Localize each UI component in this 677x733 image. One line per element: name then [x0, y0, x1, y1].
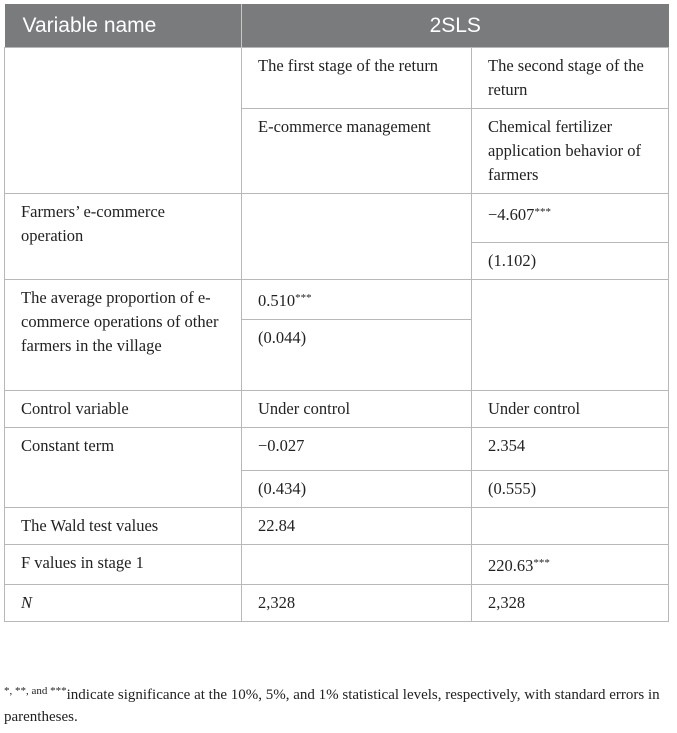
stage2-label: The second stage of the return [472, 48, 669, 109]
dep-var-stage2: Chemical fertilizer application behavior of farmers [472, 109, 669, 194]
header-variable-name: Variable name [5, 4, 242, 48]
empty-cell [242, 545, 472, 585]
n-stage2: 2,328 [472, 585, 669, 622]
control-stage2: Under control [472, 391, 669, 428]
avg-prop-coef [242, 280, 472, 320]
significance-stars: *** [533, 557, 550, 569]
row-label-wald: The Wald test values [5, 508, 242, 545]
table-row [5, 391, 669, 428]
table-header-row [5, 4, 669, 48]
table-footnote [4, 680, 672, 728]
wald-stage1: 22.84 [242, 508, 472, 545]
empty-cell [5, 48, 242, 194]
coef-value: 0.510 [258, 291, 296, 310]
table-row [5, 194, 669, 243]
n-label: N [21, 593, 33, 612]
empty-cell [472, 280, 669, 391]
constant-stage1-se: (0.434) [242, 471, 472, 508]
significance-stars: *** [534, 206, 551, 218]
regression-table [4, 4, 669, 622]
table-row [5, 545, 669, 585]
row-label-ecom-op: Farmers’ e-commerce operation [5, 194, 242, 280]
table-row [5, 508, 669, 545]
dep-var-stage1: E-commerce management [242, 109, 472, 194]
header-2sls: 2SLS [242, 4, 669, 48]
empty-cell [472, 508, 669, 545]
constant-stage1-coef: −0.027 [242, 428, 472, 471]
footnote-symbols: *, **, and *** [4, 685, 67, 697]
footnote-text: indicate significance at the 10%, 5%, and 1% statistical levels, respectively, with standard errors in parentheses. [4, 687, 660, 725]
row-label-fvalue: F values in stage 1 [5, 545, 242, 585]
coef-value: −4.607 [488, 205, 535, 224]
table-row [5, 280, 669, 320]
empty-cell [242, 194, 472, 280]
stage-row [5, 48, 669, 109]
ecom-op-coef [472, 194, 669, 243]
row-label-constant: Constant term [5, 428, 242, 508]
ecom-op-se: (1.102) [472, 243, 669, 280]
fvalue-stage2 [472, 545, 669, 585]
stage1-label: The first stage of the return [242, 48, 472, 109]
table-row [5, 428, 669, 471]
constant-stage2-coef: 2.354 [472, 428, 669, 471]
table-row [5, 585, 669, 622]
constant-stage2-se: (0.555) [472, 471, 669, 508]
fvalue-number: 220.63 [488, 556, 534, 575]
row-label-avg-prop: The average proportion of e-commerce operations of other farmers in the village [5, 280, 242, 391]
significance-stars: *** [295, 292, 312, 304]
avg-prop-se: (0.044) [242, 320, 472, 391]
row-label-control: Control variable [5, 391, 242, 428]
n-stage1: 2,328 [242, 585, 472, 622]
control-stage1: Under control [242, 391, 472, 428]
row-label-n [5, 585, 242, 622]
